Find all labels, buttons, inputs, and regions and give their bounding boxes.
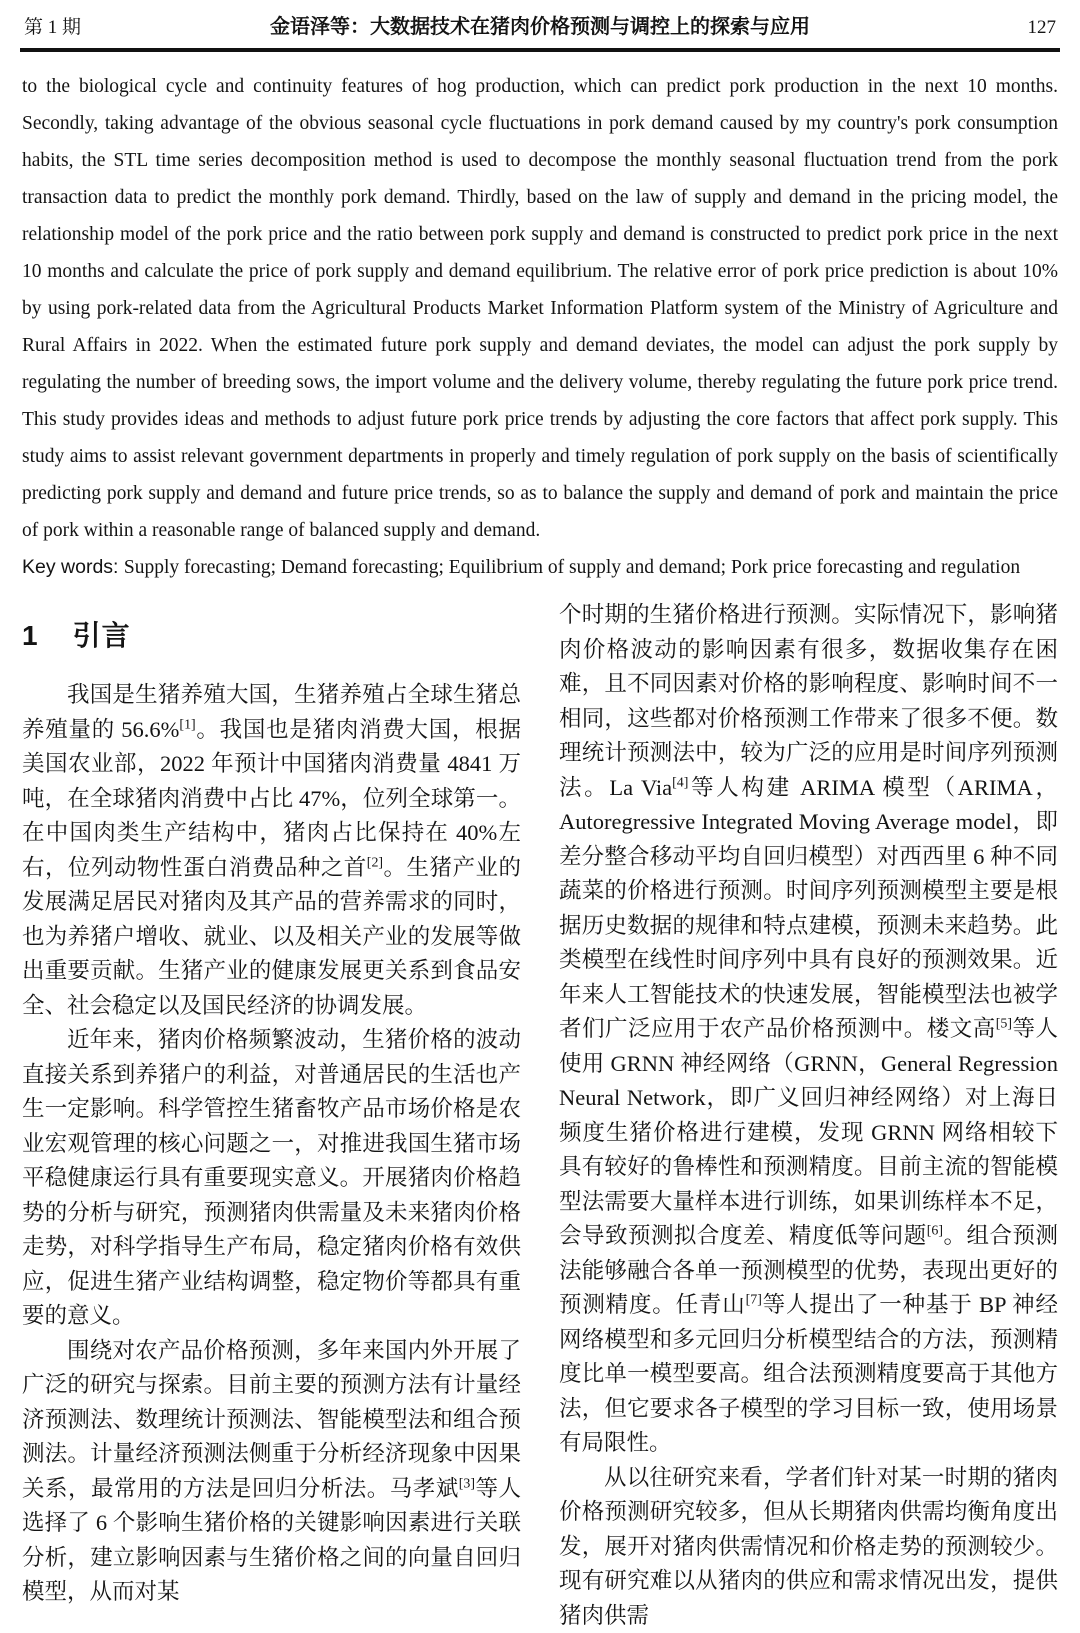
body-paragraph: 近年来，猪肉价格频繁波动，生猪价格的波动直接关系到养猪户的利益，对普通居民的生活也产生一定影响。科学管控生猪畜牧产品市场价格是农业宏观管理的核心问题之一，对推进我国生猪市场平稳健康运行具有重要现实意义。开展猪肉价格趋势的分析与研究，预测猪肉供需量及未来猪肉价格走势，对科学指导生产布局，稳定猪肉价格有效供应，促进生猪产业结构调整，稳定物价等都具有重要的意义。 bbox=[22, 1023, 521, 1334]
body-paragraph: 从以往研究来看，学者们针对某一时期的猪肉价格预测研究较多，但从长期猪肉供需均衡角度出发，展开对猪肉供需情况和价格走势的预测较少。现有研究难以从猪肉的供应和需求情况出发，提供猪肉供需 bbox=[559, 1461, 1058, 1633]
page-header bbox=[22, 6, 1058, 48]
body-paragraph: 围绕对农产品价格预测，多年来国内外开展了广泛的研究与探索。目前主要的预测方法有计量经济预测法、数理统计预测法、智能模型法和组合预测法。计量经济预测法侧重于分析经济现象中因果关系，最常用的方法是回归分析法。马孝斌[3]等人选择了 6 个影响生猪价格的关键影响因素进行关联分析，建立影响因素与生猪价格之间的向量自回归模型，从而对某 bbox=[22, 1334, 521, 1610]
keywords-line bbox=[22, 549, 1058, 586]
left-column bbox=[22, 598, 521, 1633]
keywords-label: Key words: bbox=[22, 556, 124, 578]
section-number: 1 bbox=[22, 620, 39, 651]
body-paragraph: 我国是生猪养殖大国，生猪养殖占全球生猪总养殖量的 56.6%[1]。我国也是猪肉消费大国，根据美国农业部，2022 年预计中国猪肉消费量 4841 万吨，在全球猪肉消费中占比 47%，位列全球第一。在中国肉类生产结构中，猪肉占比保持在 40%左右，位列动物性蛋白消费品种之首[2]。生猪产业的发展满足居民对猪肉及其产品的营养需求的同时，也为养猪户增收、就业、以及相关产业的发展等做出重要贡献。生猪产业的健康发展更关系到食品安全、社会稳定以及国民经济的协调发展。 bbox=[22, 678, 521, 1023]
right-column bbox=[559, 598, 1058, 1633]
two-column-body bbox=[22, 598, 1058, 1633]
header-rule bbox=[20, 48, 1060, 52]
keywords-text: Supply forecasting; Demand forecasting; Equilibrium of supply and demand; Pork price forecasting and regulation bbox=[124, 557, 1020, 578]
page-number: 127 bbox=[936, 17, 1056, 39]
abstract-continuation-text: to the biological cycle and continuity features of hog production, which can predict pork production in the next 10 months. Secondly, taking advantage of the obvious seasonal cycle fluctuations in pork demand caused by my country's pork consumption habits, the STL time series decomposition method is used to decompose the monthly seasonal fluctuation trend from the pork transaction data to predict the monthly pork demand. Thirdly, based on the law of supply and demand in the pricing model, the relationship model of the pork price and the ratio between pork supply and demand is constructed to predict pork price in the next 10 months and calculate the price of pork supply and demand equilibrium. The relative error of pork price prediction is about 10% by using pork-related data from the Agricultural Products Market Information Platform system of the Ministry of Agriculture and Rural Affairs in 2022. When the estimated future pork supply and demand deviates, the model can adjust the pork supply by regulating the number of breeding sows, the import volume and the delivery volume, thereby regulating the future pork price trend. This study provides ideas and methods to adjust future pork price trends by adjusting the core factors that affect pork supply. This study aims to assist relevant government departments in properly and timely regulation of pork supply on the basis of scientifically predicting pork supply and demand and future price trends, so as to balance the supply and demand of pork and maintain the price of pork within a reasonable range of balanced supply and demand. bbox=[22, 68, 1058, 549]
issue-label: 第 1 期 bbox=[24, 12, 144, 39]
section-title: 引言 bbox=[73, 620, 131, 651]
body-paragraph: 个时期的生猪价格进行预测。实际情况下，影响猪肉价格波动的影响因素有很多，数据收集存在困难，且不同因素对价格的影响程度、影响时间不一相同，这些都对价格预测工作带来了很多不便。数理统计预测法中，较为广泛的应用是时间序列预测法。La Via[4]等人构建 ARIMA 模型（ARIMA，Autoregressive Integrated Moving Average model，即差分整合移动平均自回归模型）对西西里 6 种不同蔬菜的价格进行预测。时间序列预测模型主要是根据历史数据的规律和特点建模，预测未来趋势。此类模型在线性时间序列中具有良好的预测效果。近年来人工智能技术的快速发展，智能模型法也被学者们广泛应用于农产品价格预测中。楼文高[5]等人使用 GRNN 神经网络（GRNN，General Regression Neural Network，即广义回归神经网络）对上海日频度生猪价格进行建模，发现 GRNN 网络相较下具有较好的鲁棒性和预测精度。目前主流的智能模型法需要大量样本进行训练，如果训练样本不足，会导致预测拟合度差、精度低等问题[6]。组合预测法能够融合各单一预测模型的优势，表现出更好的预测精度。任青山[7]等人提出了一种基于 BP 神经网络模型和多元回归分析模型结合的方法，预测精度比单一模型要高。组合法预测精度要高于其他方法，但它要求各子模型的学习目标一致，使用场景有局限性。 bbox=[559, 598, 1058, 1461]
abstract-section bbox=[22, 68, 1058, 586]
section-heading bbox=[22, 614, 521, 654]
running-title: 金语泽等：大数据技术在猪肉价格预测与调控上的探索与应用 bbox=[144, 10, 936, 39]
